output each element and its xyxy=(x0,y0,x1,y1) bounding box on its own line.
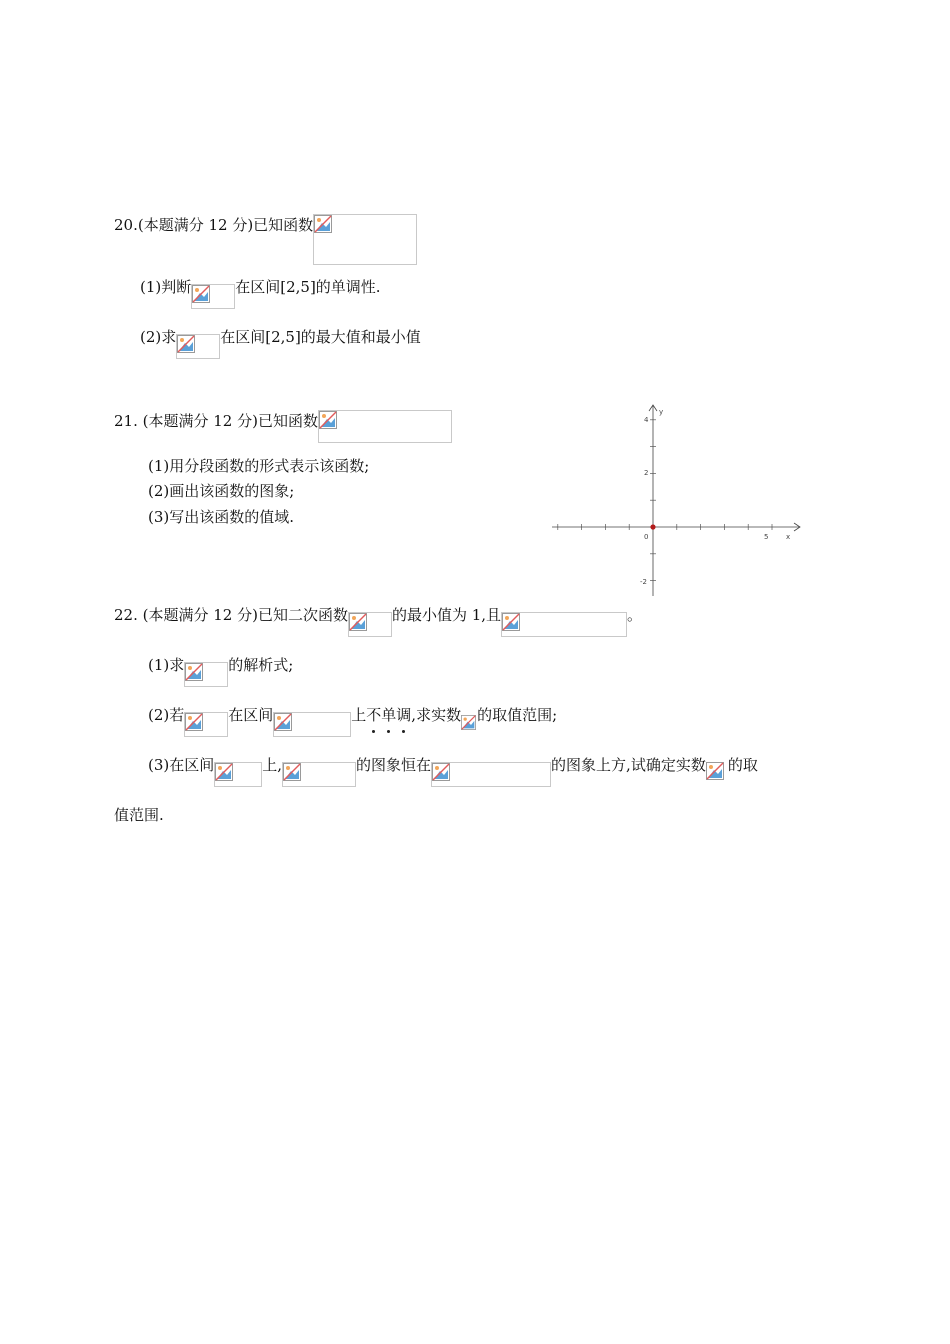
q22-part3 xyxy=(148,754,758,779)
q22-p1-text: 的解析式; xyxy=(228,656,294,674)
x-tick-label-5: 5 xyxy=(764,533,769,541)
broken-image-icon xyxy=(215,763,233,781)
broken-image-icon xyxy=(502,613,520,631)
q22-p3-text-d: 的图象上方,试确定实数 xyxy=(551,756,706,774)
q21-part3: (3)写出该函数的值域. xyxy=(148,508,295,526)
broken-image-icon xyxy=(432,763,450,781)
formula-image xyxy=(313,214,417,265)
broken-image-icon xyxy=(283,763,301,781)
q20-part2 xyxy=(140,326,421,351)
broken-image-icon xyxy=(274,713,292,731)
q22-p2-label: (2)若 xyxy=(148,706,185,724)
formula-image xyxy=(431,762,551,787)
origin-point xyxy=(650,524,655,529)
q22-intro-c: 。 xyxy=(627,606,643,624)
q21-part2: (2)画出该函数的图象; xyxy=(148,482,295,500)
formula-image xyxy=(348,612,392,637)
formula-image xyxy=(214,762,262,787)
q20-intro: 20.(本题满分 12 分)已知函数 xyxy=(114,216,314,234)
formula-image xyxy=(273,712,351,737)
broken-image-icon xyxy=(314,215,332,233)
formula-image xyxy=(501,612,627,637)
q22-p2-shang: 上 xyxy=(351,706,367,724)
origin-label: 0 xyxy=(644,533,649,541)
formula-image xyxy=(184,712,228,737)
q22-p2-text: 在区间 xyxy=(228,706,274,724)
q22-p2-text-e: 的取值范围; xyxy=(477,706,558,724)
y-axis-label: y xyxy=(659,408,664,416)
q21-intro-line xyxy=(114,410,452,443)
q22-p3-text-c: 的图象恒在 xyxy=(356,756,432,774)
q22-part1 xyxy=(148,654,293,679)
coordinate-grid xyxy=(548,400,808,600)
q22-intro-line xyxy=(114,604,642,629)
q22-p2-text-d: ,求实数 xyxy=(411,706,462,724)
q20-p1-label: (1)判断 xyxy=(140,278,192,296)
q20-part1 xyxy=(140,276,381,301)
formula-image xyxy=(706,762,728,787)
broken-image-icon xyxy=(177,335,195,353)
broken-image-icon xyxy=(349,613,367,631)
q22-p3-label: (3)在区间 xyxy=(148,756,215,774)
q21-intro: 21. (本题满分 12 分)已知函数 xyxy=(114,412,318,430)
formula-image xyxy=(191,284,235,309)
q20-intro-line xyxy=(114,214,417,265)
broken-image-icon xyxy=(706,762,724,780)
q22-part2 xyxy=(148,704,557,729)
broken-image-icon xyxy=(461,715,476,730)
y-tick-label-2: 2 xyxy=(644,469,649,477)
formula-image xyxy=(184,662,228,687)
q20-p2-text: 在区间[2,5]的最大值和最小值 xyxy=(220,328,421,346)
broken-image-icon xyxy=(185,663,203,681)
q22-intro: 22. (本题满分 12 分)已知二次函数 xyxy=(114,606,348,624)
formula-image xyxy=(176,334,220,359)
q22-p1-label: (1)求 xyxy=(148,656,185,674)
broken-image-icon xyxy=(192,285,210,303)
emphasis-not-monotonic: 不单调 xyxy=(366,704,411,726)
y-tick-label-neg2: -2 xyxy=(640,578,647,586)
q20-p2-label: (2)求 xyxy=(140,328,177,346)
y-tick-label-4: 4 xyxy=(644,416,649,424)
broken-image-icon xyxy=(319,411,337,429)
q21-part1: (1)用分段函数的形式表示该函数; xyxy=(148,457,370,475)
broken-image-icon xyxy=(185,713,203,731)
formula-image xyxy=(282,762,356,787)
q22-p3-text-e: 的取 xyxy=(727,756,758,774)
q20-p1-text: 在区间[2,5]的单调性. xyxy=(235,278,381,296)
formula-image xyxy=(461,712,477,737)
q22-p3-text-b: 上, xyxy=(262,756,283,774)
formula-image xyxy=(318,410,452,443)
x-axis-label: x xyxy=(786,533,791,541)
q22-intro-b: 的最小值为 1,且 xyxy=(391,606,502,624)
q22-p3-continued: 值范围. xyxy=(114,806,164,824)
